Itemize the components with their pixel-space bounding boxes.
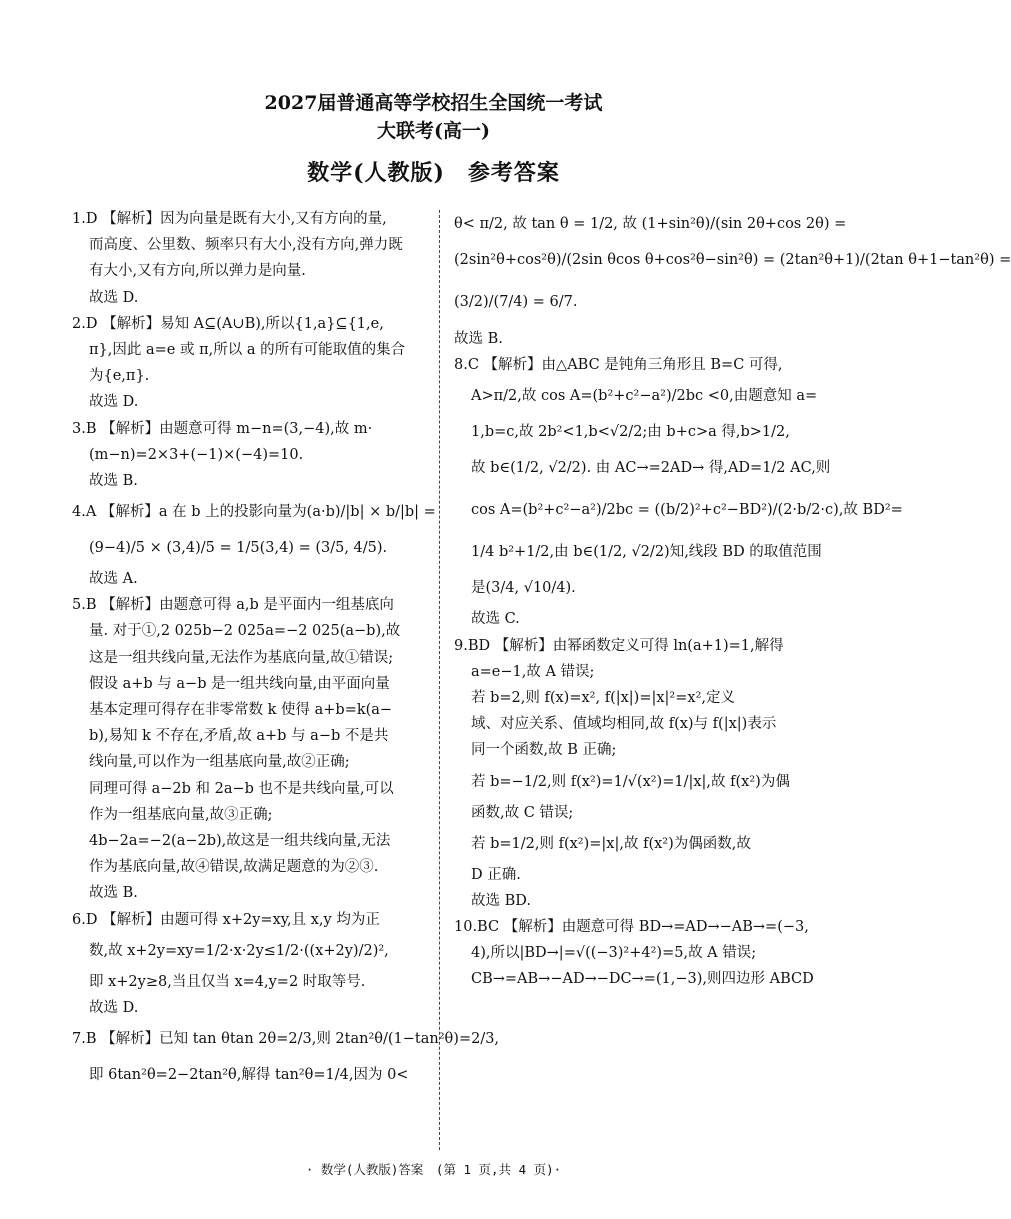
page-footer: · 数学(人教版)答案 (第 1 页,共 4 页)·: [305, 1162, 562, 1177]
answer-line: 是(3/4, √10/4).: [471, 580, 576, 597]
answer-line: 若 b=1/2,则 f(x²)=|x|,故 f(x²)为偶函数,故: [471, 835, 751, 852]
exam-subtitle: 大联考(高一): [377, 120, 490, 142]
answer-line: 4.A 【解析】a 在 b 上的投影向量为(a·b)/|b| × b/|b| =: [72, 504, 436, 521]
answer-line: 这是一组共线向量,无法作为基底向量,故①错误;: [89, 649, 394, 666]
answer-line: 3.B 【解析】由题意可得 m−n=(3,−4),故 m·: [72, 420, 373, 437]
answer-line: 9.BD 【解析】由幂函数定义可得 ln(a+1)=1,解得: [454, 637, 784, 654]
answer-line: 故 b∈(1/2, √2/2). 由 AC→=2AD→ 得,AD=1/2 AC,则: [471, 460, 831, 477]
answer-line: 1,b=c,故 2b²<1,b<√2/2;由 b+c>a 得,b>1/2,: [471, 424, 790, 441]
answer-line: 而高度、公里数、频率只有大小,没有方向,弹力既: [89, 237, 403, 254]
answer-line: 4),所以|BD→|=√((−3)²+4²)=5,故 A 错误;: [471, 945, 757, 962]
answer-line: 4b−2a=−2(a−2b),故这是一组共线向量,无法: [89, 832, 391, 849]
answer-line: 基本定理可得存在非零常数 k 使得 a+b=k(a−: [89, 702, 393, 718]
column-divider: [439, 210, 440, 1150]
answer-line: 若 b=2,则 f(x)=x², f(|x|)=|x|²=x²,定义: [471, 689, 735, 706]
answer-line: 8.C 【解析】由△ABC 是钝角三角形且 B=C 可得,: [454, 357, 783, 374]
answer-line: 同理可得 a−2b 和 2a−b 也不是共线向量,可以: [89, 780, 394, 797]
answer-line: (2sin²θ+cos²θ)/(2sin θcos θ+cos²θ−sin²θ) = (2tan²θ+1)/(2tan θ+1−tan²θ) =: [454, 252, 1011, 268]
answer-line: π},因此 a=e 或 π,所以 a 的所有可能取值的集合: [89, 341, 406, 358]
right-column: [454, 206, 1011, 993]
answer-line: 7.B 【解析】已知 tan θtan 2θ=2/3,则 2tan²θ/(1−tan²θ)=2/3,: [72, 1031, 500, 1048]
answer-line: 域、对应关系、值域均相同,故 f(x)与 f(|x|)表示: [471, 716, 777, 733]
answer-line: 故选 D.: [89, 999, 139, 1016]
answer-line: 同一个函数,故 B 正确;: [471, 742, 617, 759]
answer-line: 1/4 b²+1/2,由 b∈(1/2, √2/2)知,线段 BD 的取值范围: [471, 544, 822, 561]
exam-title: 2027届普通高等学校招生全国统一考试: [264, 92, 603, 114]
answer-line: 2.D 【解析】易知 A⊆(A∪B),所以{1,a}⊆{1,e,: [72, 315, 384, 332]
answer-line: 6.D 【解析】由题可得 x+2y=xy,且 x,y 均为正: [72, 911, 380, 928]
answer-line: 数,故 x+2y=xy=1/2·x·2y≤1/2·((x+2y)/2)²,: [89, 942, 389, 959]
answer-line: cos A=(b²+c²−a²)/2bc = ((b/2)²+c²−BD²)/(2·b/2·c),故 BD²=: [471, 502, 903, 519]
answer-line: 故选 A.: [89, 571, 138, 588]
answer-line: 1.D 【解析】因为向量是既有大小,又有方向的量,: [72, 211, 387, 227]
answer-line: 5.B 【解析】由题意可得 a,b 是平面内一组基底向: [72, 597, 394, 614]
answer-line: 故选 D.: [89, 289, 139, 306]
answer-line: 故选 C.: [471, 611, 520, 628]
answer-line: 有大小,又有方向,所以弹力是向量.: [89, 263, 306, 280]
answer-line: 量. 对于①,2 025b−2 025a=−2 025(a−b),故: [89, 623, 401, 640]
answer-line: 作为基底向量,故④错误,故满足题意的为②③.: [89, 859, 379, 876]
answer-line: b),易知 k 不存在,矛盾,故 a+b 与 a−b 不是共: [89, 728, 389, 745]
answer-line: θ< π/2, 故 tan θ = 1/2, 故 (1+sin²θ)/(sin 2θ+cos 2θ) =: [454, 216, 847, 232]
answer-line: 若 b=−1/2,则 f(x²)=1/√(x²)=1/|x|,故 f(x²)为偶: [471, 773, 790, 790]
answer-line: 即 6tan²θ=2−2tan²θ,解得 tan²θ=1/4,因为 0<: [89, 1067, 409, 1084]
document-heading: 数学(人教版) 参考答案: [307, 160, 560, 186]
answer-line: A>π/2,故 cos A=(b²+c²−a²)/2bc <0,由题意知 a=: [471, 388, 818, 405]
answer-line: 故选 D.: [89, 394, 139, 411]
answer-line: (3/2)/(7/4) = 6/7.: [454, 294, 578, 310]
answer-line: 作为一组基底向量,故③正确;: [89, 806, 273, 823]
answer-line: 线向量,可以作为一组基底向量,故②正确;: [89, 754, 350, 771]
answer-line: 故选 B.: [454, 331, 503, 347]
answer-line: CB→=AB→−AD→−DC→=(1,−3),则四边形 ABCD: [471, 971, 814, 988]
answer-line: 故选 BD.: [471, 892, 531, 909]
answer-line: 故选 B.: [89, 885, 138, 902]
answer-line: 10.BC 【解析】由题意可得 BD→=AD→−AB→=(−3,: [454, 919, 809, 936]
answer-line: (m−n)=2×3+(−1)×(−4)=10.: [89, 446, 304, 463]
answer-line: (9−4)/5 × (3,4)/5 = 1/5(3,4) = (3/5, 4/5).: [89, 540, 388, 557]
answer-line: 假设 a+b 与 a−b 是一组共线向量,由平面向量: [89, 675, 390, 692]
answer-line: 即 x+2y≥8,当且仅当 x=4,y=2 时取等号.: [89, 973, 366, 990]
answer-line: 为{e,π}.: [89, 368, 150, 385]
answer-line: 故选 B.: [89, 472, 138, 489]
answer-line: D 正确.: [471, 866, 521, 883]
answer-line: 函数,故 C 错误;: [471, 804, 574, 821]
answer-line: a=e−1,故 A 错误;: [471, 663, 595, 680]
